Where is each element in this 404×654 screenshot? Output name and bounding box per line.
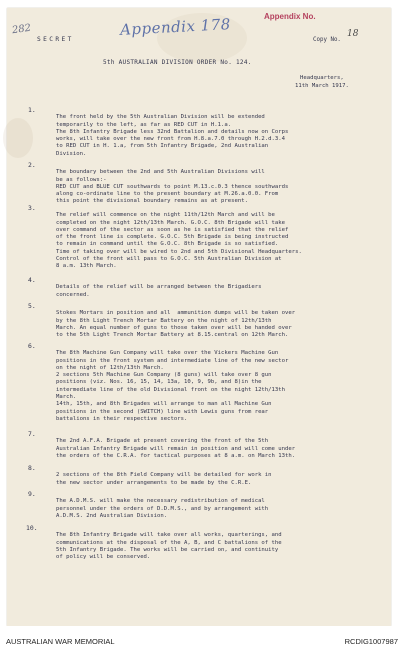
paragraph-number: 8. [28,464,36,472]
text-line: Division. [56,150,87,157]
text-line: The 8th Machine Gun Company will take over the Vickers Machine Gun [56,350,279,357]
order-title: 5th AUSTRALIAN DIVISION ORDER No. 124. [103,59,252,66]
text-line: 8 a.m. 13th March. [56,263,117,270]
text-line: The boundary between the 2nd and 5th Australian Divisions will [56,169,265,176]
text-line: battalions in their respective sectors. [56,415,188,422]
text-line: to remain in command until the G.O.C. 8th Brigade is so satisfied. [56,241,279,248]
text-line: The relief will commence on the night 11th/12th March and will be [56,212,275,219]
paragraph-number: 2. [28,161,36,169]
text-line: The A.D.M.S. will make the necessary redistribution of medical [56,498,265,505]
text-line: completed on the night 12th/13th March. G.O.C. 8th Brigade will take [56,219,286,226]
text-line: temporarily to the left, as far as RED CUT in H.1.a. [56,121,232,128]
text-line: the orders of the C.R.A. for tactical purposes at 8 a.m. on March 13th. [56,452,296,459]
order-date: 11th March 1917. [295,83,349,89]
appendix-handwritten: Appendix 178 [119,15,232,39]
paragraph-text [56,525,282,561]
text-line: positions in the second (SWITCH) line with Lewis guns from rear [56,408,269,415]
page-number: 282 [11,22,32,37]
text-line: on the night of 12th/13th March. [56,364,164,371]
text-line: The 8th Infantry Brigade will take over all works, quarterings, and [56,532,282,539]
text-line: by the 8th Light Trench Mortar Battery on the night of 12th/13th [56,317,272,324]
text-line: 2 sections 5th Machine Gun Company (8 guns) will take over 8 gun [56,372,272,379]
text-line: along co-ordinate line to the present boundary at M.26.a.0.0. From [56,191,279,198]
paragraph-text [56,343,288,423]
paragraph-text [56,465,272,487]
paragraph-number: 9. [28,490,36,498]
text-line: works, will take over the new front from H.8.a.7.0 through H.2.d.3.4 [56,136,286,143]
text-line: 14th, 15th, and 8th Brigades will arrange to man all Machine Gun [56,401,272,408]
headquarters-label: Headquarters, [300,75,344,81]
paragraph-text [56,205,302,271]
text-line: be as follows:- [56,176,107,183]
text-line: Time of taking over will be wired to 2nd and 5th Divisional Headquarters. [56,248,302,255]
text-line: 5th Infantry Brigade. The works will be carried on, and continuity [56,546,279,553]
paragraph-number: 4. [28,276,36,284]
text-line: of policy will be conserved. [56,554,151,561]
text-line: RED CUT and BLUE CUT southwards to point M.13.c.0.3 thence southwards [56,183,289,190]
text-line: A.D.M.S. 2nd Australian Division. [56,512,168,519]
paragraph-text [56,303,295,339]
text-line: The front held by the 5th Australian Division will be extended [56,114,265,121]
copy-number-label: Copy No. [313,37,341,43]
paragraph-text [56,277,261,299]
text-line: March. An equal number of guns to those taken over will be handed over [56,324,292,331]
paragraph-number: 3. [28,204,36,212]
text-line: this point the divisional boundary remains as at present. [56,198,248,205]
text-line: the new sector under arrangements to be made by the C.R.E. [56,479,252,486]
paragraph-text [56,491,268,520]
text-line: to RED CUT in H. 1.a, from 5th Infantry Brigade, 2nd Australian [56,143,269,150]
footer-source: AUSTRALIAN WAR MEMORIAL [6,637,115,646]
appendix-stamp [264,12,316,21]
text-line: Control of the front will pass to G.O.C. 5th Australian Division at [56,256,282,263]
text-line: positions (viz. Nos. 16, 15, 14, 13a, 10, 9, 9b, and 8)in the [56,379,262,386]
paragraph-number: 7. [28,430,36,438]
text-line: March. [56,394,77,401]
text-line: to the 5th Light Trench Mortar Battery at 8.15.central on 12th March. [56,332,289,339]
archive-footer [0,626,404,654]
text-line: The 2nd A.F.A. Brigade at present covering the front of the 5th [56,438,269,445]
paragraph-number: 10. [26,524,38,532]
paragraph-number: 1. [28,106,36,114]
text-line: personnel under the orders of D.D.M.S., and by arrangement with [56,505,269,512]
paper-stain [3,118,33,158]
text-line: Details of the relief will be arranged between the Brigadiers [56,284,262,291]
appendix-stamp-label: Appendix No. [264,12,316,21]
text-line: over command of the sector as soon as he is satisfied that the relief [56,226,289,233]
text-line: The 8th Infantry Brigade less 32nd Battalion and details now on Corps [56,128,289,135]
paragraph-text [56,162,288,206]
text-line: of the front line is complete. G.O.C. 5th Brigade is being instructed [56,234,289,241]
text-line: Australian Infantry Brigade will remain in position and will come under [56,445,296,452]
copy-number-value: 18 [347,29,359,39]
paragraph-number: 6. [28,342,36,350]
text-line: communications at the disposal of the A, B, and C battalions of the [56,539,282,546]
classification: SECRET [37,36,74,43]
paragraph-text [56,107,288,158]
paragraph-number: 5. [28,302,36,310]
text-line: concerned. [56,291,90,298]
text-line: positions in the front system and intermediate line of the new sector [56,357,289,364]
paragraph-text [56,431,295,460]
text-line: 2 sections of the 8th Field Company will be detailed for work in [56,472,272,479]
text-line: Stokes Mortars in position and all ammunition dumps will be taken over [56,310,296,317]
footer-record-id: RCDIG1007987 [344,637,398,646]
text-line: intermediate line of the old Divisional front on the night 12th/13th [56,386,286,393]
